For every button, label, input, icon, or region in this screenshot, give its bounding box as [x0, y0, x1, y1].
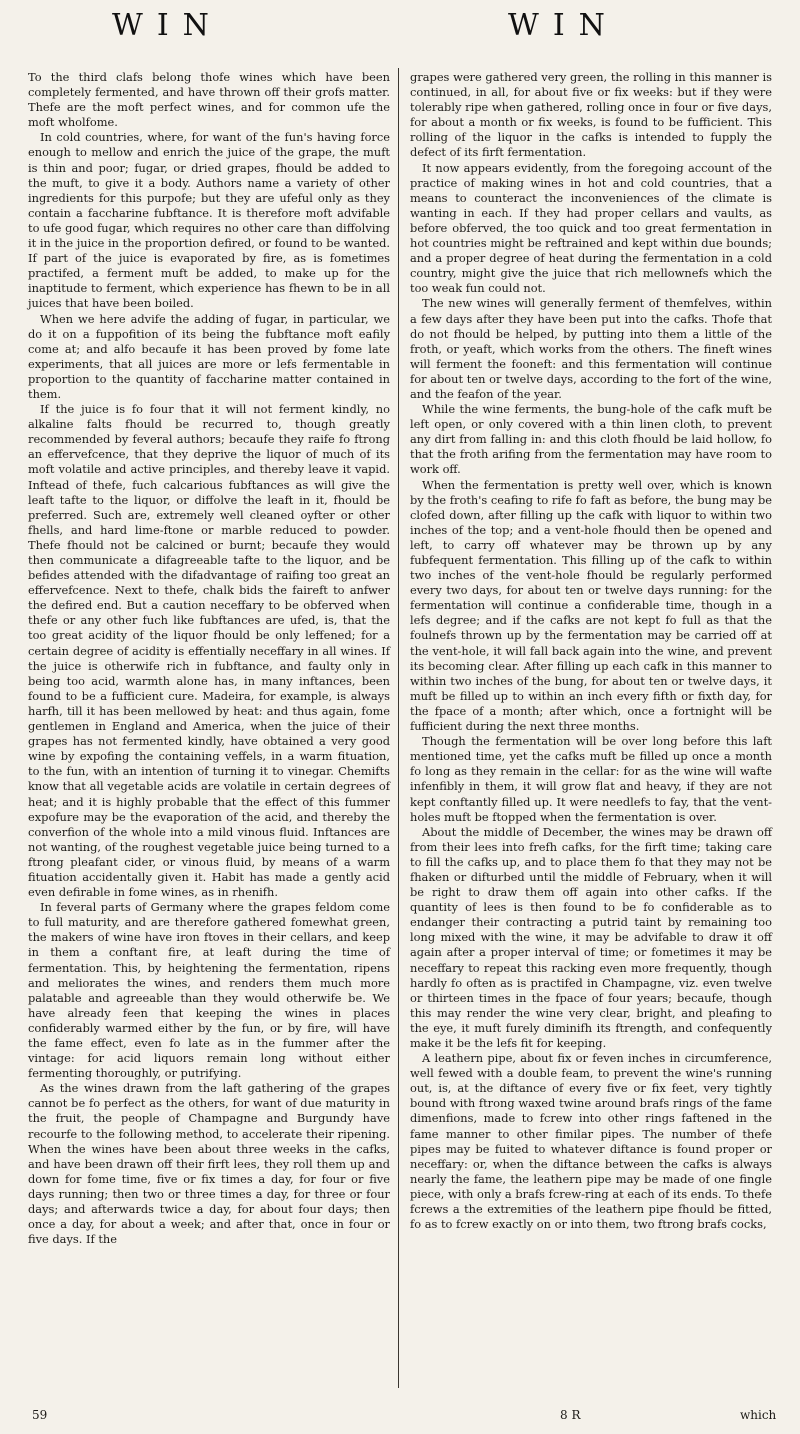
paragraph: Though the fermentation will be over long before this laft mentioned time, yet the cafks muft be filled up once a month fo long as they remain in the cellar: for as the wine will wafte infenfibly in them, it will grow flat and heavy, if they are not kept conftantly filled up. It were needlefs to fay, that the vent-holes muft be ftopped when the fermentation is over. — [410, 734, 772, 824]
page-number: 59 — [32, 1408, 48, 1422]
column-divider — [398, 68, 399, 1388]
paragraph: A leathern pipe, about fix or feven inches in circumference, well fewed with a double feam, to prevent the wine's running out, is, at the diftance of every five or fix feet, very tightly bound with ftrong waxed twine around brafs rings of the fame dimenfions, made to fcrew into other rings faftened in the fame manner to other fimilar pipes. The number of thefe pipes may be fuited to whatever diftance is found proper or neceffary: or, when the diftance between the cafks is always nearly the fame, the leathern pipe may be made of one fingle piece, with only a brafs fcrew-ring at each of its ends. To thefe fcrews a the extremities of the leathern pipe fhould be fitted, fo as to fcrew exactly on or into them, two ftrong brafs cocks, — [410, 1051, 772, 1232]
paragraph: The new wines will generally ferment of themfelves, within a few days after they have been put into the cafks. Thofe that do not fhould be helped, by putting into them a little of the froth, or yeaft, which works from the others. The fineft wines will ferment the fooneft: and this fermentation will continue for about ten or twelve days, according to the fort of the wine, and the feafon of the year. — [410, 296, 772, 401]
left-column — [28, 70, 390, 1247]
catchword: which — [740, 1408, 777, 1422]
paragraph: grapes were gathered very green, the rolling in this manner is continued, in all, for about five or fix weeks: but if they were tolerably ripe when gathered, rolling once in four or five days, for about a month or fix weeks, is found to be fufficient. This rolling of the liquor in the cafks is intended to fupply the defect of its firft fermentation. — [410, 70, 772, 160]
signature-mark: 8 R — [560, 1408, 581, 1422]
paragraph: About the middle of December, the wines may be drawn off from their lees into frefh cafks, for the firft time; taking care to fill the cafks up, and to place them fo that they may not be fhaken or difturbed until the middle of February, when it will be right to draw them off again into other cafks. If the quantity of lees is then found to be fo confiderable as to endanger their contracting a putrid taint by remaining too long mixed with the wine, it may be advifable to draw it off again after a proper interval of time; or fometimes it may be neceffary to repeat this racking even more frequently, though hardly fo often as is practifed in Champagne, viz. even twelve or thirteen times in the fpace of four years; becaufe, though this may render the wine very clear, bright, and pleafing to the eye, it muft furely diminifh its ftrength, and confequently make it be the lefs fit for keeping. — [410, 824, 772, 1050]
paragraph: In cold countries, where, for want of the fun's having force enough to mellow and enrich the juice of the grape, the muft is thin and poor; fugar, or dried grapes, fhould be added to the muft, to give it a body. Authors name a variety of other ingredients for this purpofe; but they are ufeful only as they contain a faccharine fubftance. It is therefore moft advifable to ufe good fugar, which requires no other care than diffolving it in the juice in the proportion defired, or found to be wanted. If part of the juice is evaporated by fire, as is fometimes practifed, a ferment muft be added, to make up for the inaptitude to ferment, which experience has fhewn to be in all juices that have been boiled. — [28, 130, 390, 311]
paragraph: When we here advife the adding of fugar, in particular, we do it on a fuppofition of its being the fubftance moft eafily come at; and alfo becaufe it has been proved by fome late experiments, that all juices are more or lefs fermentable in proportion to the quantity of faccharine matter contained in them. — [28, 311, 390, 401]
running-head-right: WIN — [508, 8, 619, 43]
paragraph: When the fermentation is pretty well over, which is known by the froth's ceafing to rife fo faft as before, the bung may be clofed down, after filling up the cafk with liquor to within two inches of the top; and a vent-hole fhould then be opened and left, to carry off whatever may be thrown up by any fubfequent fermentation. This filling up of the cafk to within two inches of the vent-hole fhould be regularly performed every two days, for about ten or twelve days running: for the fermentation will continue a confiderable time, though in a lefs degree; and if the cafks are not kept fo full as that the foulnefs thrown up by the fermentation may be carried off at the vent-hole, it will fall back again into the wine, and prevent its becoming clear. After filling up each cafk in this manner to within two inches of the bung, for about ten or twelve days, it muft be filled up to within an inch every fifth or fixth day, for the fpace of a month; after which, once a fortnight will be fufficient during the next three months. — [410, 477, 772, 734]
paragraph: To the third clafs belong thofe wines which have been completely fermented, and have thrown off their grofs matter. Thefe are the moft perfect wines, and for common ufe the moft wholfome. — [28, 70, 390, 130]
paragraph: If the juice is fo four that it will not ferment kindly, no alkaline falts fhould be recurred to, though greatly recommended by feveral authors; becaufe they raife fo ftrong an effervefcence, that they deprive the liquor of much of its moft volatile and active principles, and thereby leave it vapid. Inftead of thefe, fuch calcarious fubftances as will give the leaft tafte to the liquor, or diffolve the leaft in it, fhould be preferred. Such are, extremely well cleaned oyfter or other fhells, and hard lime-ftone or marble reduced to powder. Thefe fhould not be calcined or burnt; becaufe they would then communicate a difagreeable tafte to the liquor, and be befides attended with the difadvantage of raifing too great an effervefcence. Next to thefe, chalk bids the faireft to anfwer the defired end. But a caution neceffary to be obferved when thefe or any other fuch like fubftances are ufed, is, that the too great acidity of the liquor fhould be only leffened; for a certain degree of acidity is effentially neceffary in all wines. If the juice is otherwife rich in fubftance, and faulty only in being too acid, warmth alone has, in many inftances, been found to be a fufficient cure. Madeira, for example, is always harfh, till it has been mellowed by heat: and thus again, fome gentlemen in England and America, when the juice of their grapes has not fermented kindly, have obtained a very good wine by expofing the containing veffels, in a warm fituation, to the fun, with an intention of turning it to vinegar. Chemifts know that all vegetable acids are volatile in certain degrees of heat; and it is highly probable that the effect of this fummer expofure may be the evaporation of the acid, and thereby the converfion of the whole into a mild vinous fluid. Inftances are not wanting, of the roughest vegetable juice being turned to a ftrong pleafant cider, or vinous fluid, by means of a warm fituation accidentally given it. Habit has made a gently acid even defirable in fome wines, as in rhenifh. — [28, 402, 390, 900]
right-column — [410, 70, 772, 1232]
paragraph: It now appears evidently, from the foregoing account of the practice of making wines in hot and cold countries, that a means to counteract the inconveniences of the climate is wanting in each. If they had proper cellars and vaults, as before obferved, the too quick and too great fermentation in hot countries might be reftrained and kept within due bounds; and a proper degree of heat during the fermentation in a cold country, might give the juice that rich mellownefs which the too weak fun could not. — [410, 160, 772, 296]
running-head-left: WIN — [112, 8, 223, 43]
paragraph: While the wine ferments, the bung-hole of the cafk muft be left open, or only covered with a thin linen cloth, to prevent any dirt from falling in: and this cloth fhould be laid hollow, fo that the froth arifing from the fermentation may have room to work off. — [410, 402, 772, 477]
paragraph: In feveral parts of Germany where the grapes feldom come to full maturity, and are therefore gathered fomewhat green, the makers of wine have iron ftoves in their cellars, and keep in them a conftant fire, at leaft during the time of fermentation. This, by heightening the fermentation, ripens and meliorates the wines, and renders them much more palatable and agreeable than they would otherwife be. We have already feen that keeping the wines in places confiderably warmed either by the fun, or by fire, will have the fame effect, even fo late as in the fummer after the vintage: for acid liquors remain long without either fermenting thoroughly, or putrifying. — [28, 900, 390, 1081]
paragraph: As the wines drawn from the laft gathering of the grapes cannot be fo perfect as the others, for want of due maturity in the fruit, the people of Champagne and Burgundy have recourfe to the following method, to accelerate their ripening. When the wines have been about three weeks in the cafks, and have been drawn off their firft lees, they roll them up and down for fome time, five or fix times a day, for four or five days running; then two or three times a day, for three or four days; and afterwards twice a day, for about four days; then once a day, for about a week; and after that, once in four or five days. If the — [28, 1081, 390, 1247]
